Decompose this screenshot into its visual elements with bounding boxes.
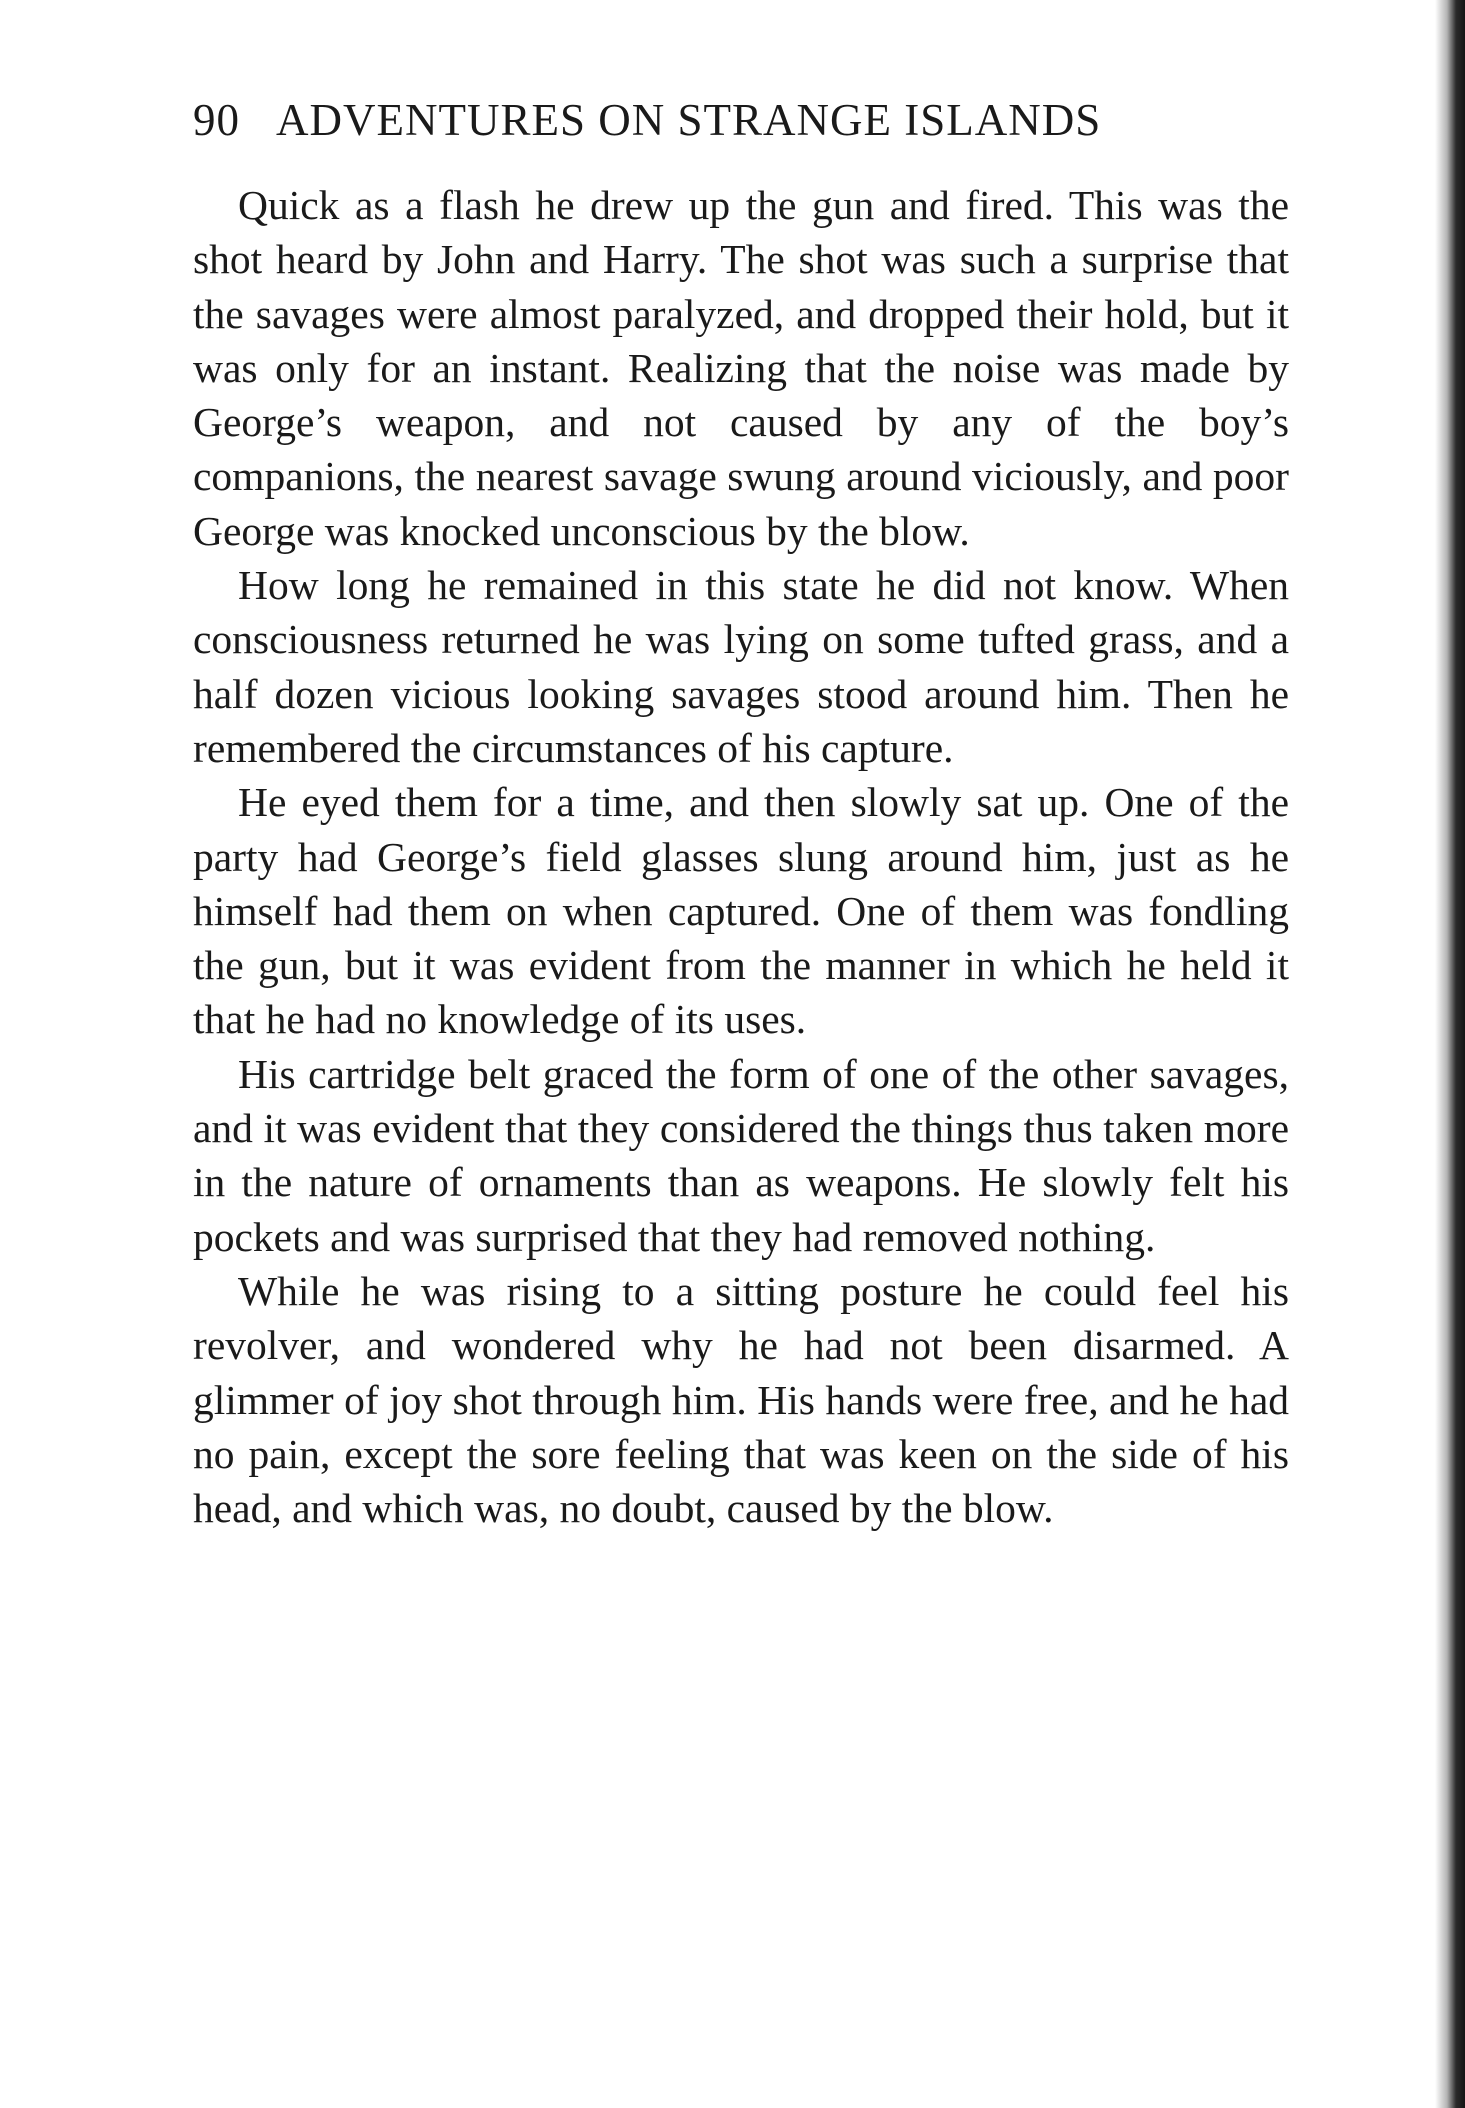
paragraph: His cartridge belt graced the form of one of the other savages, and it was evident that they considered the things thus taken more in the nature of ornaments than as weapons. He slowly felt his pockets and was surprised that they had removed nothing. [193,1050,1289,1260]
page-binding-edge [1435,0,1465,2108]
paragraph: How long he remained in this state he did not know. When consciousness returned he was lying on some tufted grass, and a half dozen vicious looking savages stood around him. Then he remembered the circumstances of his capture. [193,562,1289,771]
running-title: ADVENTURES ON STRANGE ISLANDS [276,95,1102,145]
body-text [193,178,1289,1535]
paragraph: While he was rising to a sitting posture he could feel his revolver, and wondered why he had not been disarmed. A glimmer of joy shot through him. His hands were free, and he had no pain, except the sore feeling that was keen on the side of his head, and which was, no doubt, caused by the blow. [193,1267,1289,1532]
paragraph: Quick as a flash he drew up the gun and fired. This was the shot heard by John and Harry. The shot was such a surprise that the savages were almost paralyzed, and dropped their hold, but it was only for an instant. Realizing that the noise was made by George’s weapon, and not caused by any of the boy’s companions, the nearest savage swung around viciously, and poor George was knocked unconscious by the blow. [193,182,1289,554]
page-number: 90 [193,95,240,145]
paragraph: He eyed them for a time, and then slowly sat up. One of the party had George’s field glasses slung around him, just as he himself had them on when captured. One of them was fondling the gun, but it was evident from the manner in which he held it that he had no knowledge of its uses. [193,779,1289,1043]
page-header [193,90,1293,150]
